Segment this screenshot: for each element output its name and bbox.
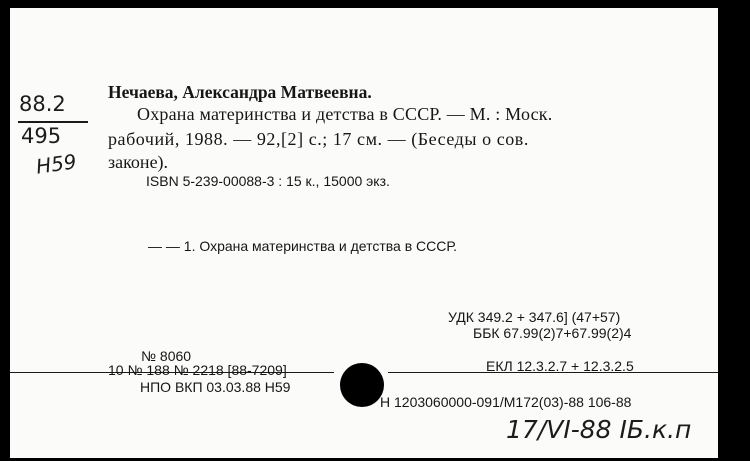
price-code: Н 1203060000-091/М172(03)-88 106-88 (380, 394, 632, 410)
bbk-index: ББК 67.99(2)7+67.99(2)4 (473, 325, 632, 341)
publisher-code: НПО ВКП 03.03.88 Н59 (140, 379, 291, 395)
handwritten-note: 17/VI-88 IБ.к.п (506, 415, 692, 444)
title-line-1: Охрана материнства и детства в СССР. — М. : Моск. (137, 104, 553, 124)
udk-index: УДК 349.2 + 347.6] (47+57) (448, 309, 621, 325)
call-number-divider (18, 121, 88, 123)
title-line-3: законе). (108, 152, 169, 172)
punch-hole (340, 363, 384, 407)
subject-line: — — 1. Охрана материнства и детства в СССР. (148, 238, 457, 254)
order-number: № 8060 (141, 348, 192, 364)
call-number-line2: 495 (21, 124, 62, 148)
call-number-line1: 88.2 (19, 92, 66, 116)
scan-border (718, 0, 750, 461)
catalog-card (10, 8, 718, 458)
card-number: 10 № 188 № 2218 [88-7209] (108, 362, 287, 378)
author-mark: Н59 (34, 149, 78, 179)
title-line-2: рабочий, 1988. — 92,[2] с.; 17 см. — (Беседы о сов. (108, 129, 529, 149)
isbn-line: ISBN 5-239-00088-3 : 15 к., 15000 экз. (146, 173, 390, 189)
author-heading: Нечаева, Александра Матвеевна. (108, 82, 372, 102)
ekl-index: ЕКЛ 12.3.2.7 + 12.3.2.5 (486, 358, 634, 374)
